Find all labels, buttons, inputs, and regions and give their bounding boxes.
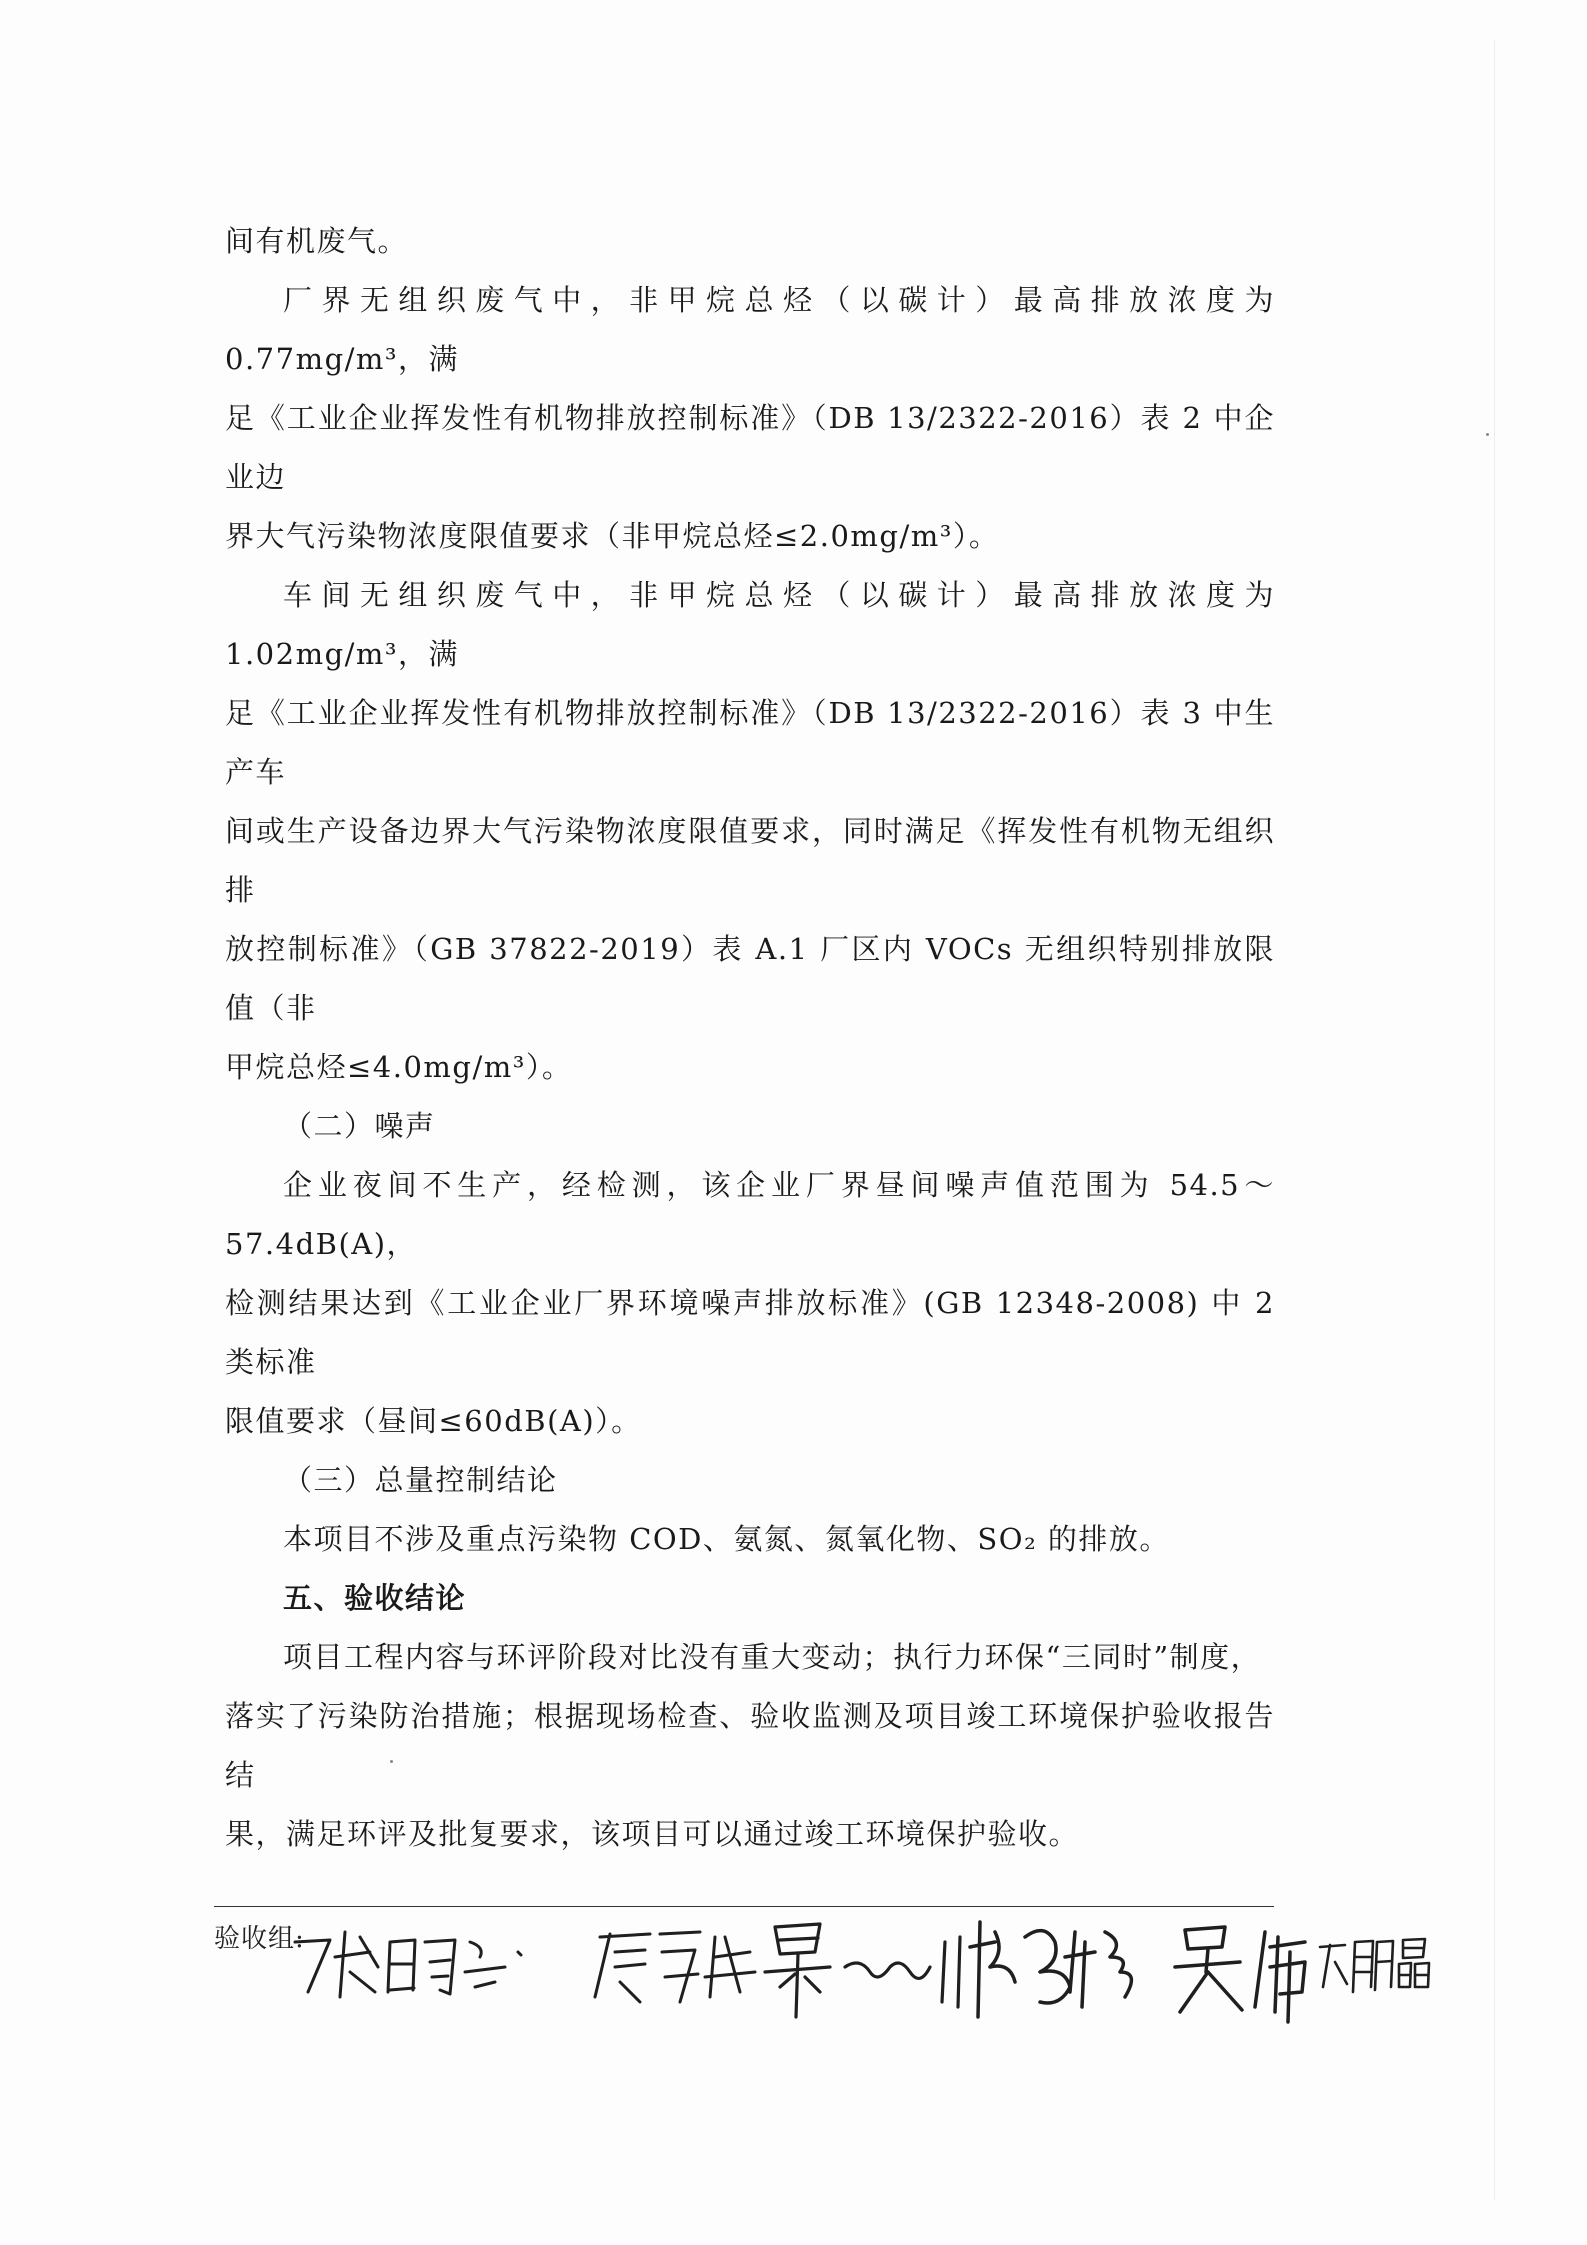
text-line: 限值要求（昼间≤60dB(A)）。: [225, 1404, 642, 1438]
text-line: 放控制标准》（GB 37822-2019）表 A.1 厂区内 VOCs 无组织特别排放限值（非: [225, 932, 1275, 1025]
section-heading-noise: （二）噪声: [283, 1109, 436, 1143]
section-heading-total-control: （三）总量控制结论: [283, 1463, 558, 1497]
signature-3: [765, 1924, 960, 2017]
text-line: 甲烷总烃≤4.0mg/m³）。: [225, 1050, 573, 1084]
text-line: 企业夜间不生产，经检测，该企业厂界昼间噪声值范围为 54.5～57.4dB(A)，: [225, 1168, 1275, 1261]
paragraph-workshop-emissions: [225, 566, 1275, 1097]
text-line: 检测结果达到《工业企业厂界环境噪声排放标准》(GB 12348-2008) 中 2 类标准: [225, 1286, 1275, 1379]
text-line: 果，满足环评及批复要求，该项目可以通过竣工环境保护验收。: [225, 1817, 1080, 1851]
signature-2: [595, 1932, 755, 2002]
paragraph-conclusion: [225, 1628, 1275, 1864]
signature-5: [1175, 1927, 1305, 2022]
signature-1: [295, 1932, 521, 1997]
text-line: 间或生产设备边界大气污染物浓度限值要求，同时满足《挥发性有机物无组织排: [225, 814, 1275, 907]
paragraph-total-control: 本项目不涉及重点污染物 COD、氨氮、氮氧化物、SO₂ 的排放。: [283, 1522, 1170, 1556]
text-line: 厂界无组织废气中，非甲烷总烃（以碳计）最高排放浓度为 0.77mg/m³，满: [225, 283, 1275, 376]
signature-block: [290, 1912, 1440, 2022]
signature-rule: [214, 1906, 1274, 1907]
paragraph-boundary-emissions: [225, 271, 1275, 566]
text-line: 界大气污染物浓度限值要求（非甲烷总烃≤2.0mg/m³）。: [225, 519, 1000, 553]
text-line: 项目工程内容与环评阶段对比没有重大变动；执行力环保“三同时”制度，: [283, 1640, 1262, 1674]
signature-4: [970, 1922, 1131, 2017]
scan-edge-line: [1494, 40, 1495, 2200]
text-line: 足《工业企业挥发性有机物排放控制标准》（DB 13/2322-2016）表 2 中企业边: [225, 401, 1275, 494]
handwritten-signatures: [290, 1912, 1440, 2022]
text-line: 足《工业企业挥发性有机物排放控制标准》（DB 13/2322-2016）表 3 中生产车: [225, 696, 1275, 789]
signature-label: 验收组:: [214, 1924, 305, 1954]
section-heading-conclusion: 五、验收结论: [283, 1581, 467, 1615]
paragraph-continuation: 间有机废气。: [225, 224, 409, 258]
signature-6: [1320, 1939, 1429, 1992]
text-line: 落实了污染防治措施；根据现场检查、验收监测及项目竣工环境保护验收报告结: [225, 1699, 1275, 1792]
scan-speck: [1486, 433, 1489, 436]
text-line: 车间无组织废气中，非甲烷总烃（以碳计）最高排放浓度为 1.02mg/m³，满: [225, 578, 1275, 671]
document-body: [225, 212, 1275, 1864]
paragraph-noise: [225, 1156, 1275, 1451]
